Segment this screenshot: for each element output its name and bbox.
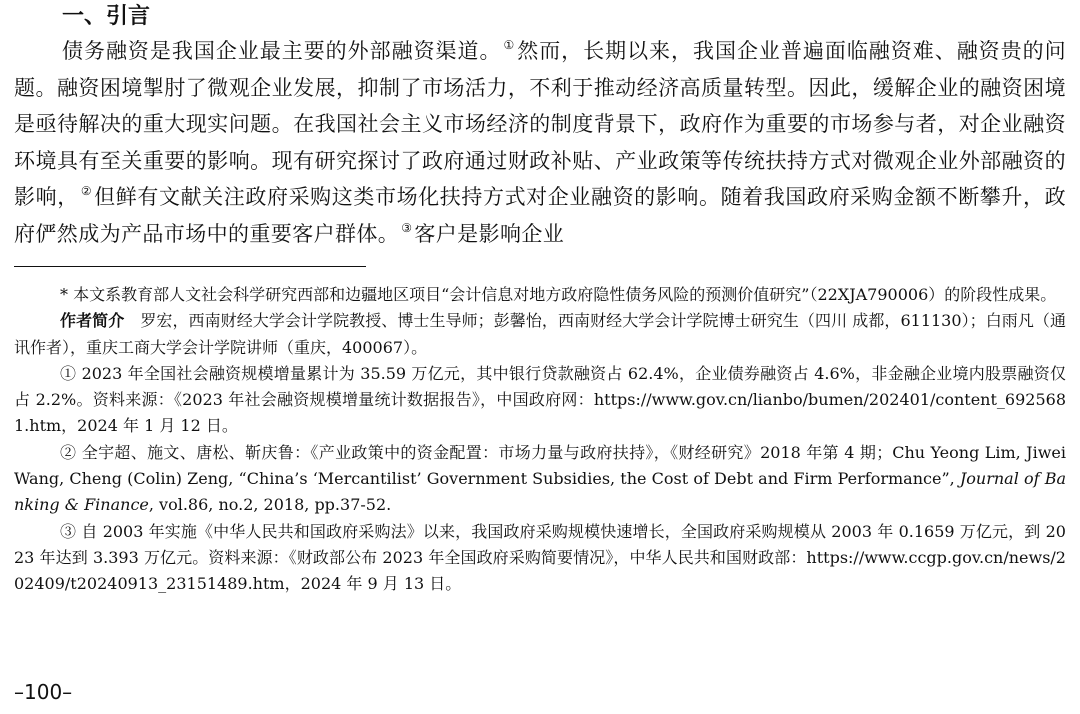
body-segment-2: 然而，长期以来，我国企业普遍面临融资难、融资贵的问题。融资困境掣肘了微观企业发展，抑制了市场活力，不利于推动经济高质量转型。因此，缓解企业的融资困境是亟待解决的重大现实问题。在我国社会主义市场经济的制度背景下，政府作为重要的市场参与者，对企业融资环境具有至关重要的影响。现有研究探讨了政府通过财政补贴、产业政策等传统扶持方式对微观企业外部融资的影响， bbox=[14, 39, 1066, 210]
funding-note: * 本文系教育部人文社会科学研究西部和边疆地区项目“会计信息对地方政府隐性债务风险的预测价值研究”（22XJA790006）的阶段性成果。 bbox=[60, 285, 1057, 304]
footnote-2 bbox=[14, 440, 1066, 519]
footnote-ref-1: ① bbox=[503, 38, 516, 52]
body-segment-4: 客户是影响企业 bbox=[414, 221, 565, 246]
footnote-2-journal: Journal of Banking & Finance bbox=[14, 469, 1067, 515]
body-segment-3: 但鲜有文献关注政府采购这类市场化扶持方式对企业融资的影响。随着我国政府采购金额不断攀升，政府俨然成为产品市场中的重要客户群体。 bbox=[14, 185, 1066, 246]
footnote-ref-2: ② bbox=[80, 184, 93, 199]
page-number: –100– bbox=[14, 680, 73, 704]
body-paragraph bbox=[14, 33, 1066, 253]
footnotes-block bbox=[14, 282, 1066, 598]
footnote-ref-3: ③ bbox=[401, 220, 413, 235]
footnote-1: ① 2023 年全国社会融资规模增量累计为 35.59 万亿元，其中银行贷款融资占 62.4%，企业债券融资占 4.6%，非金融企业境内股票融资仅占 2.2%。资料来源：《2023 年社会融资规模增量统计数据报告》，中国政府网：https://www.gov.cn/lianbo/bumen/202401/content_6925681.htm，2024 年 1 月 12 日。 bbox=[14, 363, 1066, 436]
section-heading: 一、引言 bbox=[62, 4, 151, 29]
author-text: 罗宏，西南财经大学会计学院教授、博士生导师；彭馨怡，西南财经大学会计学院博士研究生（四川 成都，611130）；白雨凡（通讯作者），重庆工商大学会计学院讲师（重庆，400067）。 bbox=[14, 311, 1066, 357]
footnote-2-citation: , vol.86, no.2, 2018, pp.37-52. bbox=[148, 495, 392, 515]
author-note bbox=[14, 308, 1066, 361]
body-segment-1: 债务融资是我国企业最主要的外部融资渠道。 bbox=[62, 39, 502, 63]
footnote-divider bbox=[14, 266, 366, 267]
author-label: 作者简介 bbox=[60, 311, 125, 331]
footnote-3: ③ 自 2003 年实施《中华人民共和国政府采购法》以来，我国政府采购规模快速增长，全国政府采购规模从 2003 年 0.1659 万亿元，到 2023 年达到 3.393 万亿元。资料来源：《财政部公布 2023 年全国政府采购简要情况》，中华人民共和国财政部：https://www.ccgp.gov.cn/news/202409/t20240913_23151489.htm，2024 年 9 月 13 日。 bbox=[14, 521, 1066, 594]
footnote-2-text: ② 全宇超、施文、唐松、靳庆鲁：《产业政策中的资金配置：市场力量与政府扶持》，《财经研究》2018 年第 4 期；Chu Yeong Lim, Jiwei Wang, Cheng (Colin) Zeng, “China’s ‘Mercantilist’ Government Subsidies, the Cost of Debt and Firm Performance”, bbox=[14, 442, 1066, 489]
